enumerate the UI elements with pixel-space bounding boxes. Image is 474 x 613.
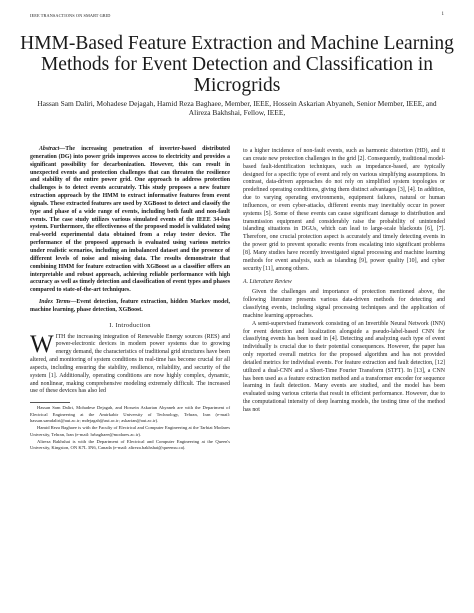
left-column xyxy=(30,146,230,452)
running-head: IEEE TRANSACTIONS ON SMART GRID xyxy=(30,13,111,18)
literature-paragraph-2: A semi-supervised framework consisting of an Invertible Neural Network (INN) for event detection and localization alongside a pseudo-label-based CNN for classifying events has been used in [4]. Detecting and analyzing each type of event individually is crucial due to their potential consequences. However, the paper has only reported overall metrics for the proposed algorithm and has not provided detailed metrics for individual events. For feature extraction and fault detection, [12] utilized a dual-CNN and a Short-Time Fourier Transform (STFT). In [13], a CNN has been used as a feature extraction method and a transformer encoder for sequence learning in fault detection. Many events are studied, and the model has been evaluated using various criteria that result in efficient performance. However, due to the computational intensity of deep learning models, the testing time of the method has not xyxy=(243,320,445,413)
page-number: 1 xyxy=(441,12,444,17)
drop-cap: W xyxy=(30,330,54,358)
footnote-affiliation-1: Hassan Sam Daliri, Mohadese Dejagah, and Hossein Askarian Abyaneh are with the Department of Electrical Engineering at the Amirkabir University of Technology, Tehran, Iran (e-mail: hassan.samdaliri@aut.ac.ir; mdejagah@aut.ac.ir; askarian@aut.ac.ir). xyxy=(30,405,230,423)
abstract-text: —The increasing penetration of inverter-based distributed generation (DG) into power grids improves access to electricity and provides a significant possibility for decarbonization. However, this can result in unexpected events and protection challenges that can threaten the resilience and stability of the entire power grid. One approach to address protection challenges is to detect events accurately. This study proposes a new feature extraction approach by the HMM to extract informative features from event signals. These extracted features are used by XGBoost to detect and classify the type and phase of a wide range of events, including both fault and non-fault events. The case study utilizes various simulated events of the IEEE 34-bus system. Furthermore, the effectiveness of the proposed model is validated using real-world experimental data obtained from a relay tester device. The performance of the proposed approach is evaluated using various metrics under realistic scenarios, including an imbalanced dataset and the presence of different levels of noise and missing data. The results demonstrate that combining HMM for feature extraction with XGBoost as a classifier offers an interpretable and robust approach, achieving reliable performance with high accuracy as well as timely detection and classification of event types and phases compared to state-of-the-art techniques. xyxy=(30,146,230,294)
abstract xyxy=(30,146,230,295)
subsection-heading-literature-review: A. Literature Review xyxy=(243,278,292,285)
index-terms-label: Index Terms xyxy=(39,299,71,306)
index-terms-text: —Event detection, feature extraction, hidden Markov model, machine learning, phase detection, XGBoost. xyxy=(30,299,230,313)
section-heading-introduction: I. Introduction xyxy=(109,321,151,329)
intro-continuation: to a higher incidence of non-fault events, such as harmonic distortion (HD), and it can create new protection challenges in the grid [2]. Consequently, traditional model-based fault-identification techniques, such as impedance-based, are typically designed for a specific type of event and rely on various simplifying assumptions. In contrast, data-driven approaches do not rely on simplified system topologies or predefined operating conditions, giving them distinct advantages [3], [4]. In addition, due to varying operating environments, equipment failures, natural or human influences, or even cyber-attacks, different events may inevitably occur in power systems [5]. Some of these events can cause significant damage to distribution and transmission equipment and considerably raise the probability of unintended islanding situations in DGUs, which can lead to large-scale blackouts [6], [7]. Therefore, one crucial protection aspect is accurately and timely detecting events in the power grid to prevent sporadic events from escalating into significant problems [8]. Many studies have recently investigated signal processing and machine learning methods for event analysis, such as islanding [9], power quality [10], and cyber security [11], among others. xyxy=(243,148,445,272)
paper-title: HMM-Based Feature Extraction and Machine Learning Methods for Event Detection and Classification in Microgrids xyxy=(20,33,454,96)
footnote-divider xyxy=(30,402,70,403)
introduction-text: ITH the increasing integration of Renewable Energy sources (RES) and power-electronic devices in modern power systems due to growing energy demand, the characteristics of traditional grid structures have been altered, and monitoring of system conditions in real-time has become crucial for all aspects, including ensuring the stability, resilience, reliability, and security of the system [1]. Additionally, operating conditions are now highly complex, dynamic, and nonlinear, making comprehensive modeling extremely difficult. The increased use of these devices has also led xyxy=(30,333,230,395)
index-terms xyxy=(30,299,230,315)
literature-paragraph-1: Given the challenges and importance of protection mentioned above, the following literature presents various data-driven methods for detecting and classifying events, including signal processing techniques and the application of machine learning approaches. xyxy=(243,289,445,319)
right-column xyxy=(243,148,445,415)
footnote-affiliation-2: Hamid Reza Baghaee is with the Faculty of Electrical and Computer Engineering at the Tarbiat Modares University, Tehran, Iran (e-mail: hrbaghaee@modares.ac.ir). xyxy=(30,425,230,437)
abstract-label: Abstract xyxy=(39,146,60,152)
introduction-paragraph xyxy=(30,330,230,397)
author-list: Hassan Sam Daliri, Mohadese Dejagah, Hamid Reza Baghaee, Member, IEEE, Hossein Askarian Abyaneh, Senior Member, IEEE, and Alireza Bakhshai, Fellow, IEEE, xyxy=(37,99,437,118)
footnote-affiliation-3: Alireza Bakhshai is with the Department of Electrical and Computer Engineering at the Queen's University, Kingston, ON K7L 3N6, Canada (e-mail: alireza.bakhshai@queensu.ca). xyxy=(30,438,230,451)
